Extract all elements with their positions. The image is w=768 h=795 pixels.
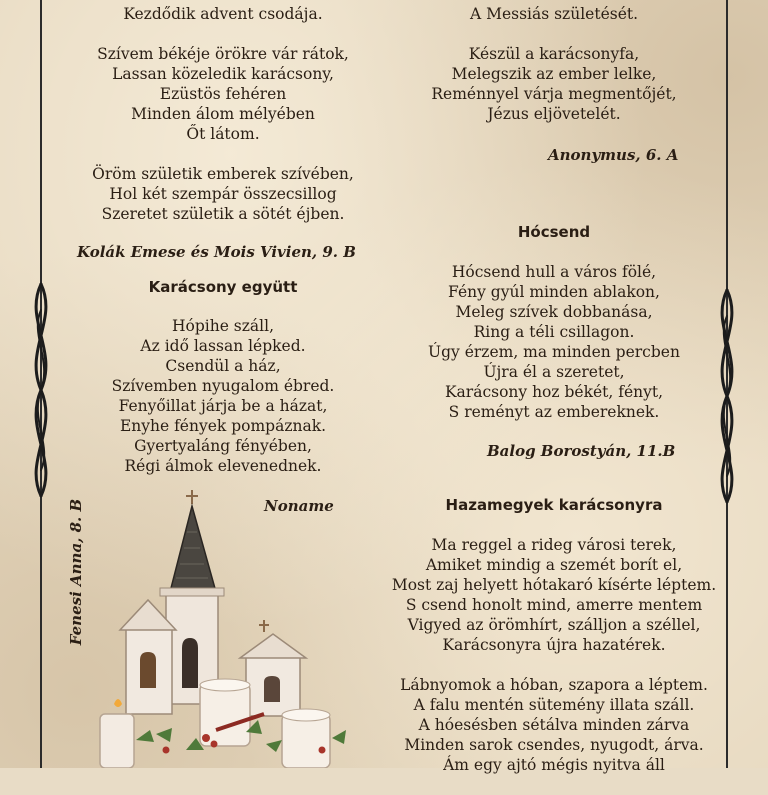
poem-line: Ma reggel a rideg városi terek, — [431, 536, 677, 554]
poem-line: Készül a karácsonyfa, — [468, 45, 640, 63]
poem-line: Ring a téli csillagon. — [473, 323, 635, 341]
poem-line: Karácsony hoz békét, fényt, — [444, 383, 664, 401]
poem-line: Fény gyúl minden ablakon, — [448, 283, 660, 301]
right-poem-3 — [384, 535, 724, 795]
poem-line: Régi álmok elevenednek. — [124, 457, 322, 475]
poem-line: Melegszik az ember lelke, — [451, 65, 657, 83]
poem-line: S csend honolt mind, amerre mentem — [405, 596, 703, 614]
poem-line: Amiket mindig a szemét borít el, — [425, 556, 683, 574]
poem-line: Meleg szívek dobbanása, — [455, 303, 653, 321]
stanza — [68, 44, 378, 144]
poem-line: Öröm születik emberek szívében, — [92, 165, 354, 183]
stanza — [404, 44, 704, 124]
poem-author: Kolák Emese és Mois Vivien, 9. B — [77, 243, 356, 261]
stanza — [384, 675, 724, 775]
right-poem-2 — [404, 262, 704, 422]
poem-line: Úgy érzem, ma minden percben — [428, 343, 680, 361]
poem-line: Minden sarok csendes, nyugodt, árva. — [404, 736, 704, 754]
stanza — [384, 535, 724, 655]
poem-line: Őt látom. — [186, 125, 260, 143]
poem-line: Hócsend hull a város fölé, — [451, 263, 657, 281]
poem-line: Reménnyel várja megmentőjét, — [431, 85, 677, 103]
poem-title: Hócsend — [517, 223, 591, 241]
poem-title: Hazamegyek karácsonyra — [445, 496, 663, 514]
vertical-author: Fenesi Anna, 8. B — [67, 498, 85, 646]
poem-line: Ám egy ajtó mégis nyitva áll — [443, 756, 665, 774]
stanza — [68, 4, 378, 24]
flourish-ornament-right — [706, 286, 748, 506]
poem-line: Jézus eljövetelét. — [487, 105, 621, 123]
stanza — [404, 4, 704, 24]
poem-author: Anonymus, 6. A — [548, 146, 679, 164]
poem-line: Fenyőillat járja be a házat, — [118, 397, 328, 415]
poem-line: Csendül a ház, — [165, 357, 281, 375]
flourish-ornament-left — [20, 280, 62, 500]
poem-line: Szeretet születik a sötét éjben. — [101, 205, 345, 223]
poem-line: Lassan közeledik karácsony, — [112, 65, 334, 83]
poem-line: Kezdődik advent csodája. — [123, 5, 323, 23]
left-poem-2 — [68, 316, 378, 476]
poem-line: Ezüstös fehéren — [159, 85, 287, 103]
poem-line: Minden álom mélyében — [131, 105, 315, 123]
poem-line: Szívem békéje örökre vár rátok, — [97, 45, 349, 63]
poem-line: Újra él a szeretet, — [483, 363, 625, 381]
poem-line: A hóesésben sétálva minden zárva — [418, 716, 690, 734]
poem-line: Karácsonyra újra hazatérek. — [442, 636, 666, 654]
poem-line: Hol két szempár összecsillog — [109, 185, 337, 203]
stanza — [68, 164, 378, 224]
poem-author: Balog Borostyán, 11.B — [487, 442, 676, 460]
poem-line: Vigyed az örömhírt, szálljon a széllel, — [407, 616, 701, 634]
poem-line: S reményt az embereknek. — [448, 403, 660, 421]
poem-line: Enyhe fények pompáznak. — [119, 417, 327, 435]
advent-church-illustration — [96, 488, 356, 768]
poem-line: A falu mentén sütemény illata száll. — [413, 696, 695, 714]
poem-line: Az idő lassan lépked. — [140, 337, 306, 355]
poem-title: Karácsony együtt — [148, 278, 298, 296]
poem-line: Lábnyomok a hóban, szapora a léptem. — [400, 676, 708, 694]
poem-author: Noname — [264, 497, 334, 515]
poem-line: A Messiás születését. — [469, 5, 639, 23]
poem-line: Gyertyaláng fényében, — [134, 437, 312, 455]
poem-line: Hópihe száll, — [171, 317, 274, 335]
poem-line: Szívemben nyugalom ébred. — [111, 377, 335, 395]
right-poem-1 — [404, 4, 704, 144]
poem-line: Most zaj helyett hótakaró kísérte léptem. — [391, 576, 717, 594]
left-poem-1 — [68, 4, 378, 244]
